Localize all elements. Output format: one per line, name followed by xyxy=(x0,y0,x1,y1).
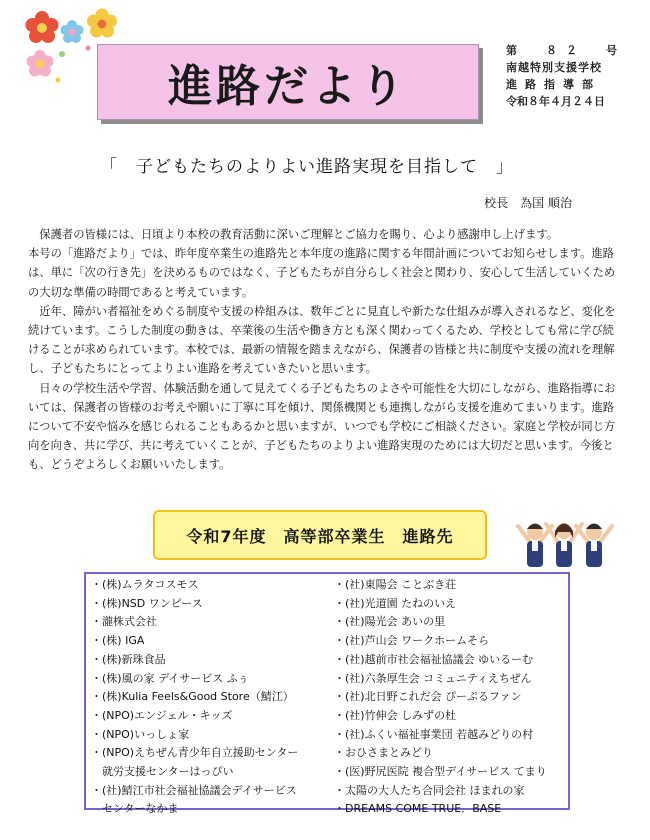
list-item: センターなかま xyxy=(91,802,179,816)
list-item: ・DREAMS COME TRUE．BASE xyxy=(334,802,502,816)
list-item: ・(社)六条厚生会 コミュニティえちぜん xyxy=(334,671,532,685)
flower-icon xyxy=(61,20,84,43)
issue-number: 第 ８２ 号 xyxy=(506,44,626,57)
flower-icon xyxy=(87,9,117,38)
department-name: 進路指導部 xyxy=(506,78,601,91)
list-item: ・(社)竹伸会 しみずの杜 xyxy=(334,708,457,722)
list-item: ・(株)Kulia Feels&Good Store（鯖江） xyxy=(91,690,294,704)
greeting-paragraph: 近年、障がい者福祉をめぐる制度や支援の枠組みは、数年ごとに見直しや新たな仕組みが導入されるなど、変化を続けています。こうした制度の動きは、卒業後の生活や働き方とも深く関わってくるため、学校としても常に学び続けることが求められています。本校では、最新の情報を踏まえながら、保護者の皆様と共に制度や支援の流れを理解し、子どもたちにとってよりよい進路を考えていきたいと思います。 xyxy=(28,304,616,376)
greeting-paragraph: 本号の「進路だより」では、昨年度卒業生の進路先と本年度の進路に関する年間計画についてお知らせします。進路は、単に「次の行き先」を決めるものではなく、子どもたちが自分らしく社会と関わり、安心して生活していくための大切な準備の時間であると考えています。 xyxy=(28,247,616,299)
school-name: 南越特別支援学校 xyxy=(506,61,602,74)
person-icon xyxy=(576,524,612,568)
list-item: ・(NPO)エンジェル・キッズ xyxy=(91,708,233,722)
list-item: ・(株) IGA xyxy=(91,634,145,648)
list-item: ・おひさまとみどり xyxy=(334,746,433,760)
issue-date: 令和８年４月２４日 xyxy=(506,95,605,108)
destination-column-right xyxy=(334,576,570,819)
list-item: ・(社)北日野これだ会 ぴーぷるファン xyxy=(334,690,522,704)
list-item: ・(社)越前市社会福祉協議会 ゆいるーむ xyxy=(334,652,534,666)
list-item: ・(社)ふくい福祉事業団 若越みどりの村 xyxy=(334,727,534,741)
list-item: ・(社)東陽会 ことぶき荘 xyxy=(334,578,457,591)
list-item: ・(株)ムラタコスモス xyxy=(91,578,199,591)
list-item: ・太陽の大人たち合同会社 ほまれの家 xyxy=(334,783,525,797)
greeting-paragraph: 日々の学校生活や学習、体験活動を通して見えてくる子どもたちのよさや可能性を大切にしながら、進路指導においては、保護者の皆様のお考えや願いに丁寧に耳を傾け、関係機関とも連携しながら支援を進めてまいります。進路について不安や悩みを感じられることもあるかと思いますが、いつでも学校にご相談ください。家庭と学校が同じ方向を向き、共に学び、共に考えていくことが、子どもたちのよりよい進路実現のためには大切だと思います。今後とも、どうぞよろしくお願いいたします。 xyxy=(28,381,616,472)
graduates-section-title: 令和7年度 高等部卒業生 進路先 xyxy=(153,510,487,560)
newsletter-title-box xyxy=(97,44,479,120)
list-item: ・(社)芦山会 ワークホームそら xyxy=(334,634,490,648)
graduates-destination-list xyxy=(84,572,570,816)
flower-icon xyxy=(26,11,59,43)
people-cheering-illustration xyxy=(508,512,618,574)
greeting-body xyxy=(28,225,622,475)
list-item: ・瀧株式会社 xyxy=(91,615,157,629)
newsletter-title: 進路だより xyxy=(168,61,408,112)
list-item: ・(株)新珠食品 xyxy=(91,652,166,666)
issue-info xyxy=(506,42,626,110)
greeting-paragraph: 保護者の皆様には、日頃より本校の教育活動に深いご理解とご協力を賜り、心より感謝申し上げます。 xyxy=(39,228,559,241)
list-item: ・(社)光道園 たねのいえ xyxy=(334,596,457,610)
list-item: ・(NPO)いっしょ家 xyxy=(91,727,190,741)
list-item: ・(株)風の家 デイサービス ふぅ xyxy=(91,671,249,685)
principal-signature: 校長 為国 順治 xyxy=(484,196,572,210)
flower-icon xyxy=(27,50,54,77)
greeting-heading: 「 子どもたちのよりよい進路実現を目指して 」 xyxy=(100,157,514,177)
destination-column-left xyxy=(91,576,327,819)
list-item: ・(株)NSD ワンピース xyxy=(91,596,203,610)
list-item: ・(NPO)えちぜん青少年自立援助センター xyxy=(91,746,299,760)
list-item: ・(社)鯖江市社会福祉協議会デイサービス xyxy=(91,783,297,797)
person-icon xyxy=(518,524,552,568)
list-item: 就労支援センターはっぴい xyxy=(91,765,234,779)
list-item: ・(社)陽光会 あいの里 xyxy=(334,615,446,629)
list-item: ・(医)野尻医院 複合型デイサービス てまり xyxy=(334,765,547,779)
